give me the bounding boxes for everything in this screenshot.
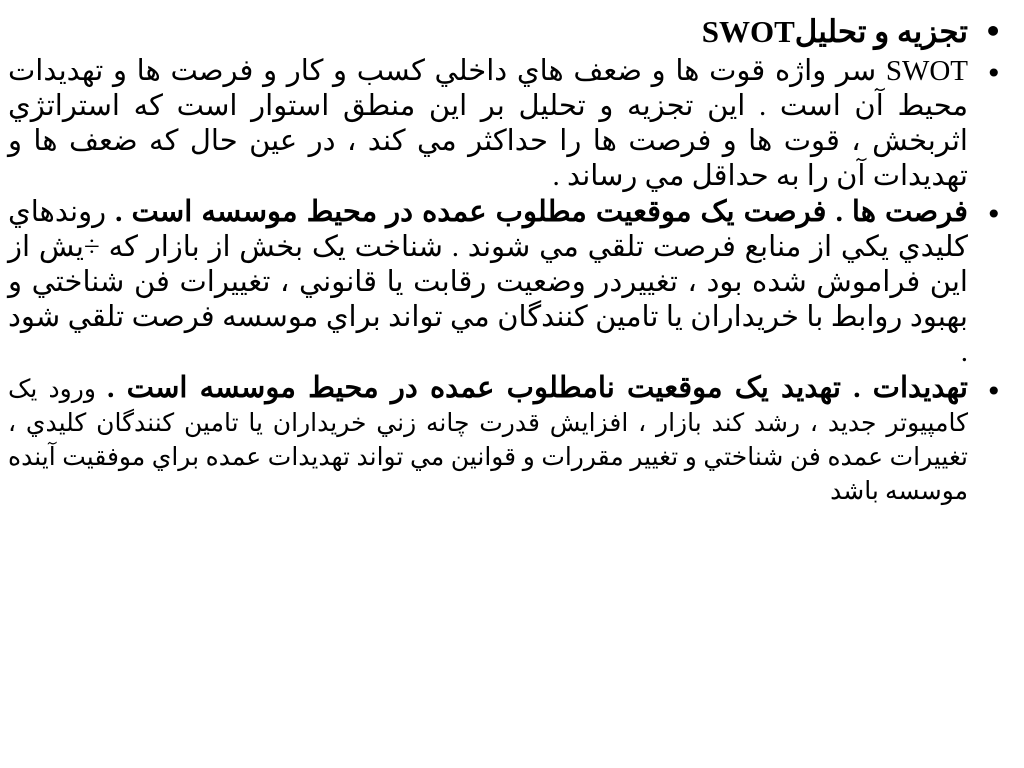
title-text-fa: تجزيه و تحليل [794, 14, 968, 49]
bullet-item-threats [8, 372, 1008, 508]
bullet-item-title [8, 12, 1008, 52]
bullet-item-swot-definition [8, 54, 1008, 194]
opportunities-heading: فرصت ها . فرصت يک موقعيت مطلوب عمده در محيط موسسه است . [115, 196, 968, 228]
opportunities-text: روندهاي كليدي يكي از منابع فرصت تلقي مي شوند . شناخت يک بخش از بازار كه ÷يش از اين فراموش شده بود ، تغييردر وضعيت رقابت يا قانوني ، تغييرات فن شناختي و بهبود روابط با خريداران يا تامين كنندگان مي تواند براي موسسه فرصت تلقي شود . [8, 196, 968, 368]
threats-text: ورود يک كامپيوتر جديد ، رشد كند بازار ، افزايش قدرت چانه زني خريداران يا تامين كنندگان كليدي ، تغييرات عمده فن شناختي و تغيير مقررات و قوانين مي تواند تهديدات عمده براي موفقيت آينده موسسه باشد [8, 376, 968, 505]
bullet-icon: • [985, 375, 1002, 408]
swot-lead-text: SWOT [885, 55, 968, 87]
bullet-list [8, 12, 1008, 508]
bullet-icon: • [985, 57, 1002, 90]
bullet-icon: • [985, 198, 1002, 231]
threats-heading: تهديدات . تهديد يک موقعيت نامطلوب عمده در محيط موسسه است . [107, 372, 968, 404]
title-text-en: SWOT [701, 14, 795, 49]
swot-definition-text: سر واژه قوت ها و ضعف هاي داخلي كسب و كار و فرصت ها و تهديدات محيط آن است . اين تجزيه و تحليل بر اين منطق استوار است كه استراتژي اثربخش ، قوت ها و فرصت ها را حداكثر مي كند ، در عين حال كه ضعف ها و تهديدات آن را به حداقل مي رساند . [8, 55, 968, 192]
bullet-icon: • [984, 15, 1002, 48]
bullet-item-opportunities [8, 195, 1008, 370]
